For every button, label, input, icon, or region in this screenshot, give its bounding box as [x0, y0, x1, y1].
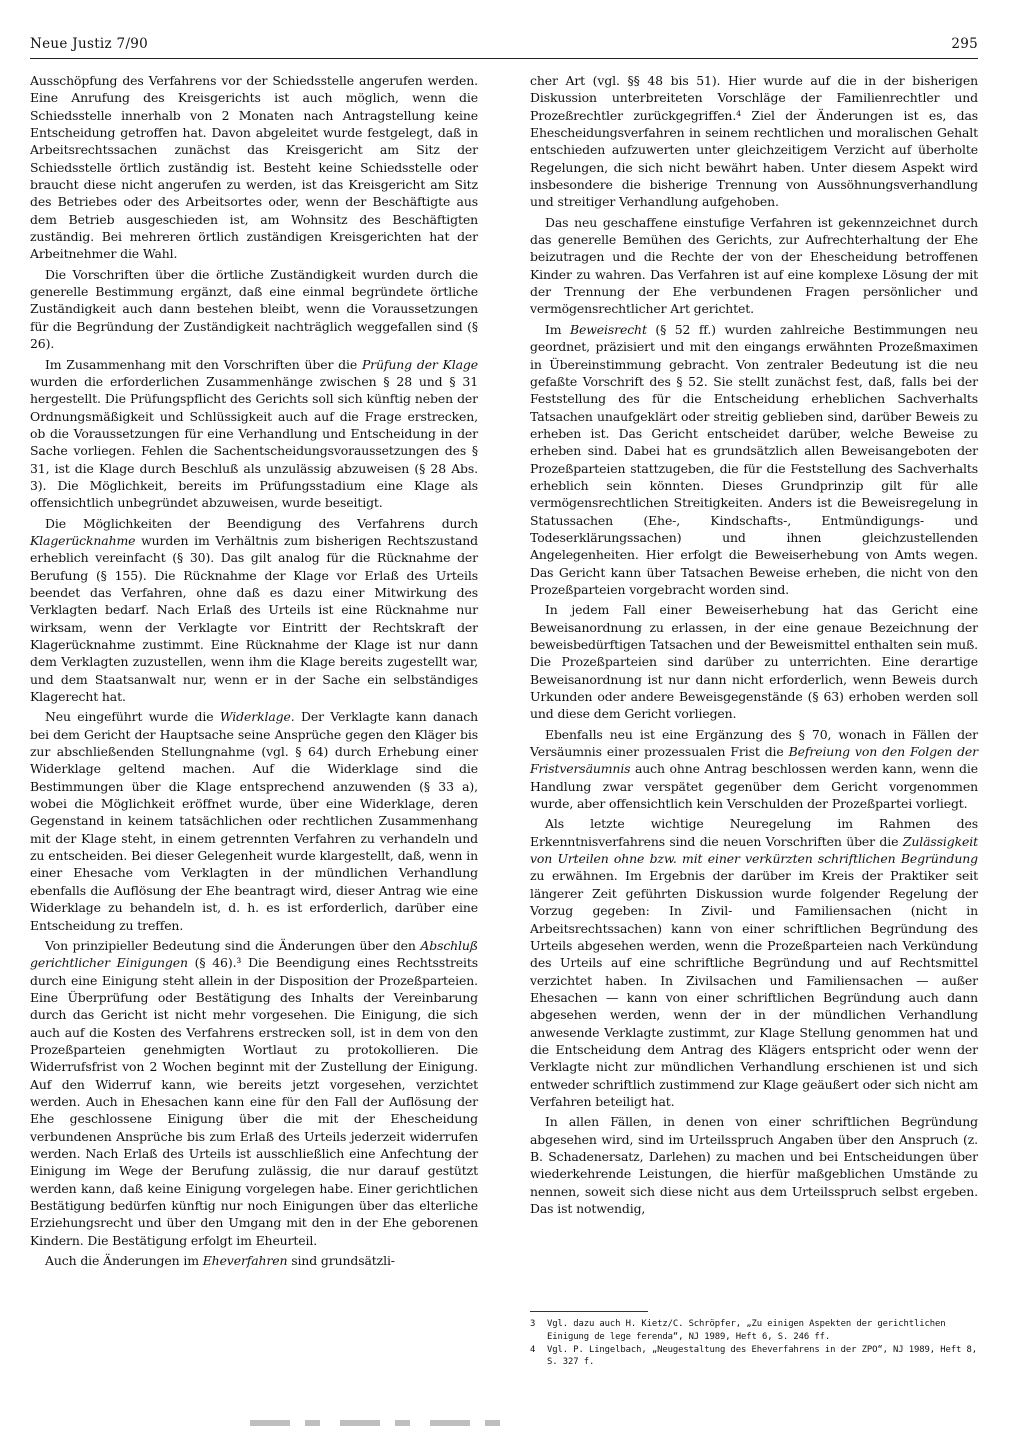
footnote-text: Vgl. P. Lingelbach, „Neugestaltung des Eheverfahrens in der ZPO“, NJ 1989, Heft 8, S. 327 f. [547, 1344, 977, 1368]
paragraph [30, 1252, 478, 1269]
footnote-number: 3 [530, 1319, 536, 1329]
paragraph: cher Art (vgl. §§ 48 bis 51). Hier wurde auf die in der bisherigen Diskussion unterbreiteten Vorschläge der Familienrechtler und Prozeßrechtler zurückgegriffen.⁴ Ziel der Änderungen ist es, das Ehescheidungsverfahren in seinem rechtlichen und moralischen Gehalt entschieden aufzuwerten unter gleichzeitigem Verzicht auf überholte Regelungen, die sich nicht bewährt haben. Unter diesem Aspekt wird insbesondere die bisherige Trennung von Aussöhnungsverhandlung und streitiger Verhandlung aufgehoben. [530, 73, 978, 210]
paragraph-text: zu erwähnen. Im Ergebnis der darüber im Kreis der Praktiker seit längerer Zeit geführten Diskussion wurde folgender Regelung der Vorzug gegeben: In Zivil- und Familiensachen (nicht in Arbeitsrechtssachen) kann von einer schriftlichen Begründung des Urteils abgesehen werden, wenn die Prozeßparteien nach Verkündung des Urteils auf eine schriftliche Begründung und auf Rechtsmittel verzichtet haben. In Zivilsachen und Familiensachen — außer Ehesachen — kann von einer schriftlichen Begründung auch dann abgesehen werden, wenn der in der mündlichen Verhandlung anwesende Verklagte zustimmt, zur Klage Stellung genommen hat und die Entscheidung dem Antrag des Klägers entspricht oder wenn der Verklagte nicht zur mündlichen Verhandlung erschienen ist und sich entweder schriftlich zustimmend zur Klage geäußert oder sich nicht am Verfahren beteiligt hat. [530, 868, 978, 1109]
paragraph: In allen Fällen, in denen von einer schriftlichen Begründung abgesehen wird, sind im Urteilsspruch Angaben über den Anspruch (z. B. Schadenersatz, Darlehen) zu machen und bei Entscheidungen über wiederkehrende Leistungen, die hierfür maßgeblichen Umstände zu nennen, soweit sich diese nicht aus dem Urteilsspruch selbst ergeben. Das ist notwendig, [530, 1114, 978, 1216]
page-header [30, 32, 978, 59]
paragraph-text: sind grundsätzli- [287, 1253, 395, 1269]
paragraph: Ausschöpfung des Verfahrens vor der Schiedsstelle angerufen werden. Eine Anrufung des Kreisgerichts ist auch möglich, wenn die Schiedsstelle innerhalb von 2 Monaten nach Antragstellung keine Entscheidung getroffen hat. Davon abgeleitet wurde festgelegt, daß in Arbeitsrechtssachen zunächst das Kreisgericht am Sitz der Schiedsstelle örtlich zuständig ist. Besteht keine Schiedsstelle oder braucht diese nicht angerufen zu werden, ist das Kreisgericht am Sitz des Betriebes oder des Arbeitsortes oder, wenn der Beschäftigte aus dem Betrieb ausgeschieden ist, am Wohnsitz des Beschäftigten zuständig. Bei mehreren örtlich zuständigen Kreisgerichten hat der Arbeitnehmer die Wahl. [30, 73, 478, 262]
paragraph-text: Von prinzipieller Bedeutung sind die Änderungen über den [45, 937, 421, 953]
page-number: 295 [951, 36, 978, 52]
paragraph-text: Im [545, 321, 570, 337]
paragraph-text: auch ohne Antrag beschlossen werden kann, wenn die Handlung zwar verspätet gegenüber dem Gericht vorgenommen wurde, aber offensichtlich kein Verschulden der Prozeßpartei vorliegt. [530, 761, 978, 812]
paragraph-text: Der Verklagte kann danach bei dem Gericht der Hauptsache seine Ansprüche gegen den Kläger bis zur abschließenden Stellungnahme (vgl. § 64) durch Erhebung einer Widerklage geltend machen. Auf die Widerklage sind die Bestimmungen über die Klage entsprechend anzuwenden (§ 33 a), wobei die Möglichkeit eröffnet wurde, über eine Widerklage, deren Gegenstand in keinem tatsächlichen oder rechtlichen Zusammenhang mit der Klage steht, in einem getrennten Verfahren zu verhandeln und zu entscheiden. Bei dieser Gelegenheit wurde klargestellt, daß, wenn in einer Ehesache vom Verklagten in der mündlichen Verhandlung ebenfalls die Auflösung der Ehe beantragt wird, dieser Antrag wie eine Widerklage zu behandeln ist, d. h. es ist erforderlich, darüber eine Entscheidung zu treffen. [30, 709, 479, 933]
text-column-right [530, 72, 978, 1220]
emphasized-term: Prüfung der Klage [361, 356, 479, 372]
paragraph-text: Als letzte wichtige Neuregelung im Rahmen des Erkenntnisverfahrens sind die neuen Vorschriften über die [530, 816, 978, 849]
emphasized-term: Klagerücknahme [30, 532, 136, 548]
paragraph [530, 726, 978, 813]
footnote-number: 4 [530, 1344, 536, 1355]
paragraph: Das neu geschaffene einstufige Verfahren ist gekennzeichnet durch das generelle Bemühen des Gerichts, zur Aufrechterhaltung der Ehe beizutragen und die Rechte der von der Ehescheidung betroffenen Kinder zu wahren. Das Verfahren ist auf eine komplexe Lösung der mit der Trennung der Ehe verbundenen Fragen persönlicher und vermögensrechtlicher Art gerichtet. [530, 214, 978, 317]
emphasized-term: Beweisrecht [570, 321, 647, 337]
emphasized-term: Eheverfahren [202, 1253, 288, 1269]
paragraph [30, 356, 478, 512]
footnote [530, 1344, 978, 1370]
paragraph [30, 937, 478, 1249]
footnote-text: Vgl. dazu auch H. Kietz/C. Schröpfer, „Zu einigen Aspekten der gerichtlichen Einigung de lege ferenda“, NJ 1989, Heft 6, S. 246 ff. [547, 1319, 946, 1342]
paragraph-text: (§ 46).³ Die Beendigung eines Rechtsstreits durch eine Einigung steht allein in der Disposition der Prozeßparteien. Eine Überprüfung oder Bestätigung des Inhalts der Vereinbarung durch das Gericht ist nicht mehr vorgesehen. Die Einigung, die sich auch auf die Kosten des Verfahrens erstrecken soll, ist in dem von den Prozeßparteien genehmigten Wortlaut zu protokollieren. Die Widerrufsfrist von 2 Wochen beginnt mit der Zustellung der Einigung. Auf den Widerruf kann, wie bereits jetzt vorgesehen, verzichtet werden. Auch in Ehesachen kann eine für den Fall der Auflösung der Ehe geschlossene Einigung über die mit der Ehescheidung verbundenen Ansprüche bis zum Erlaß des Urteils jederzeit widerrufen werden. Nach Erlaß des Urteils ist ausschließlich eine Anfechtung der Einigung im Wege der Berufung zulässig, die nur darauf gestützt werden kann, daß keine Einigung vorgelegen habe. Einer gerichtlichen Bestätigung bedürfen künftig nur noch Einigungen über das elterliche Erziehungsrecht und über den Umgang mit den in der Ehe geborenen Kindern. Die Bestätigung erfolgt im Eheurteil. [30, 955, 479, 1248]
emphasized-term: Befreiung von den Folgen der Fristversäumnis [530, 744, 978, 777]
paragraph-text: wurden im Verhältnis zum bisherigen Rechtszustand erheblich vereinfacht (§ 30). Das gilt analog für die Rücknahme der Berufung (§ 155). Die Rücknahme der Klage vor Erlaß des Urteils beendet das Verfahren, ohne daß es dazu einer Mitwirkung des Verklagten bedarf. Nach Erlaß des Urteils ist eine Rücknahme nur wirksam, wenn der Verklagte vor Eintritt der Rechtskraft der Klagerücknahme zustimmt. Eine Rücknahme der Klage ist nur dann dem Verklagten zuzustellen, wenn ihm die Klage bereits zugestellt war, und dem Staatsanwalt nur, wenn er in der Sache ein selbständiges Klagerecht hat. [30, 532, 478, 705]
paragraph-text: wurden die erforderlichen Zusammenhänge zwischen § 28 und § 31 hergestellt. Die Prüfungspflicht des Gerichts soll sich künftig neben der Ordnungsmäßigkeit und Schlüssigkeit auch auf die Frage erstrecken, ob die Voraussetzungen für eine Verhandlung und Entscheidung in der Sache vorliegen. Fehlen die Sachentscheidungsvoraussetzungen des § 31, ist die Klage durch Beschluß als unzulässig abzuweisen (§ 28 Abs. 3). Die Möglichkeit, bereits im Prüfungsstadium eine Klage als offensichtlich unbegründet abzuweisen, wurde beseitigt. [30, 373, 478, 511]
paragraph-text: Im Zusammenhang mit den Vorschriften über die [45, 356, 362, 372]
scan-artifact [250, 1420, 510, 1426]
paragraph: Die Vorschriften über die örtliche Zuständigkeit wurden durch die generelle Bestimmung ergänzt, daß eine einmal begründete örtliche Zuständigkeit auch dann bestehen bleibt, wenn die Voraussetzungen für die Begründung der Zuständigkeit nachträglich weggefallen sind (§ 26). [30, 266, 478, 352]
footnote [530, 1318, 978, 1344]
paragraph-text: Die Möglichkeiten der Beendigung des Verfahrens durch [45, 515, 478, 531]
journal-issue: Neue Justiz 7/90 [30, 36, 149, 52]
paragraph [30, 515, 478, 706]
paragraph-text: Ebenfalls neu ist eine Ergänzung des § 70, wonach in Fällen der Versäumnis einer prozessualen Frist die [530, 726, 978, 760]
paragraph-text: (§ 52 ff.) wurden zahlreiche Bestimmungen neu geordnet, präzisiert und mit den eingangs erwähnten Prozeßmaximen in Übereinstimmung gebracht. Von zentraler Bedeutung ist die neu gefaßte Vorschrift des § 52. Sie stellt zunächst fest, daß, falls bei der Feststellung des für die Entscheidung erheblichen Sachverhalts Tatsachen unaufgeklärt oder streitig geblieben sind, darüber Beweis zu erheben ist. Das Gericht entscheidet darüber, welche Beweise zu erheben sind. Dabei hat es grundsätzlich allen Beweisangeboten der Prozeßparteien stattzugeben, die für die Feststellung des Sachverhalts erheblich sein könnten. Dieses Grundprinzip gilt für alle vermögensrechtlichen Streitigkeiten. Anders ist die Beweisregelung in Statussachen (Ehe-, Kindschafts-, Entmündigungs- und Todeserklärungssachen) und ihnen gleichzustellenden Angelegenheiten. Hier erfolgt die Beweiserhebung von Amts wegen. Das Gericht kann über Tatsachen Beweise erheben, die nicht von den Prozeßparteien vorgebracht worden sind. [530, 321, 978, 597]
footnote-divider [530, 1311, 648, 1312]
emphasized-term: Widerklage. [219, 709, 295, 725]
emphasized-term: Zulässigkeit von Urteilen ohne bzw. mit einer verkürzten schriftlichen Begründung [530, 833, 978, 867]
paragraph [530, 815, 978, 1110]
text-column-left [30, 72, 478, 1272]
paragraph [530, 321, 978, 599]
paragraph-text: Neu eingeführt wurde die [45, 709, 220, 725]
paragraph [30, 708, 478, 933]
paragraph-text: Auch die Änderungen im [45, 1253, 203, 1269]
paragraph: In jedem Fall einer Beweiserhebung hat das Gericht eine Beweisanordnung zu erlassen, in der eine genaue Bezeichnung der beweisbedürftigen Tatsachen und der Beweismittel enthalten sein muß. Die Prozeßparteien sind darüber zu unterrichten. Eine derartige Beweisanordnung ist nur dann nicht erforderlich, wenn Beweis durch Urkunden oder andere Beweisgegenstände (§ 63) erhoben werden soll und diese dem Gericht vorliegen. [530, 602, 978, 722]
footnotes [530, 1318, 978, 1369]
emphasized-term: Abschluß gerichtlicher Einigungen [30, 937, 478, 971]
